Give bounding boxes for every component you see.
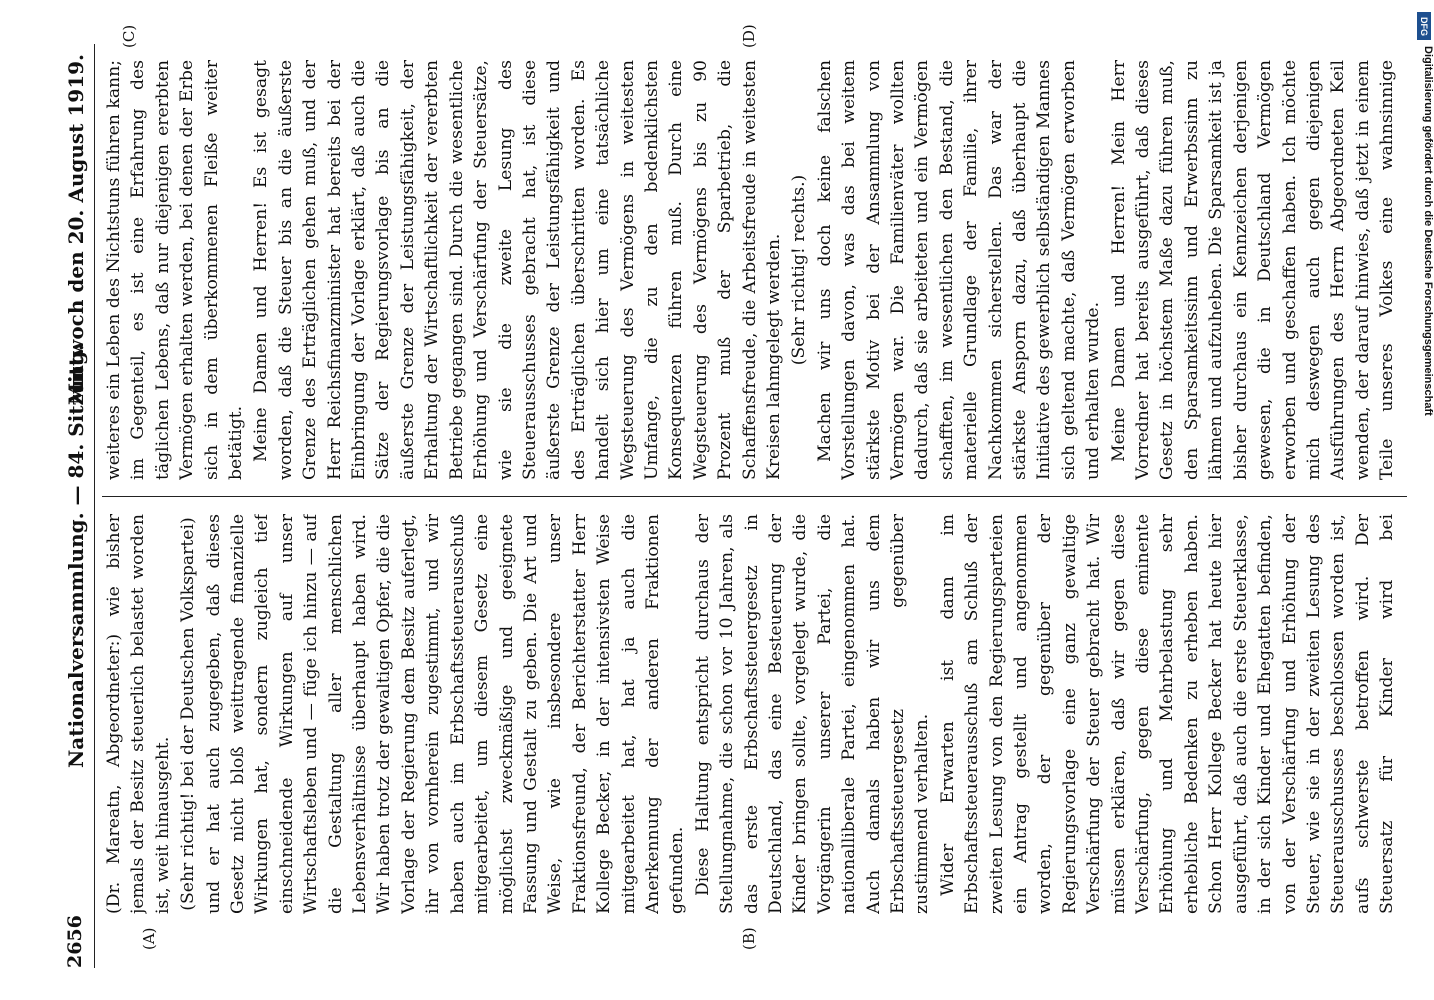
running-title: Nationalversammlung. — 84. Sitzung. (64, 344, 88, 768)
paragraph: (Dr. Mareatn, Abgeordneter:) wie bisher jemals der Besitz steuerlich belastet worden ist, weit hinausgeht. (104, 514, 173, 914)
paragraph: und er hat auch zugegeben, daß dieses Gesetz nicht bloß weittragende finanzielle Wirkungen hat, sondern zugleich tief einschneidende Wirkungen auf unser Wirtschaftsleben und — füge ich hinzu — auf die Gestaltung aller menschlichen Lebensverhältnisse überhaupt haben wird. Wir haben trotz der gewaltigen Opfer, die die Vorlage der Regierung dem Besitz auferlegt, ihr von vornherein zugestimmt, und wir haben auch im Erbschaftssteuerausschuß mitgearbeitet, um diesem Gesetz eine möglichst zweckmäßige und geeignete Fassung und Gestalt zu geben. Die Art und Weise, wie insbesondere unser Fraktionsfreund, der Berichterstatter Herr Kollege Becker, in der intensivsten Weise mitgearbeitet hat, hat ja auch die Anerkennung der anderen Fraktionen gefunden. (203, 514, 688, 914)
interjection: (Sehr richtig! bei der Deutschen Volkspartei) (178, 517, 199, 911)
paragraph: Diese Haltung entspricht durchaus der Stellungnahme, die schon vor 10 Jahren, als das erste Erbschaftssteuergesetz in Deutschland, das eine Besteuerung der Kinder bringen sollte, vorgelegt wurde, die Vorgängerin unserer Partei, die nationalliberale Partei, eingenommen hat. Auch damals haben wir uns dem Erbschaftssteuergesetz gegenüber zustimmend verhalten. (692, 514, 933, 914)
paragraph: Wider Erwarten ist dann im Erbschaftssteuerausschuß am Schluß der zweiten Lesung von den Regierungsparteien ein Antrag gestellt und angenommen worden, der gegenüber der Regierungsvorlage eine ganz gewaltige Verschärfung der Steuer gebracht hat. Wir müssen erklären, daß wir gegen diese Verschärfung, gegen diese eminente Erhöhung und Mehrbelastung sehr erhebliche Bedenken zu erheben haben. Schon Herr Kollege Becker hat heute hier ausgeführt, daß auch die erste Steuerklasse, in der sich Kinder und Ehegatten befinden, von der Verschärfung und Erhöhung der Steuer, wie sie in der zweiten Lesung des Steuerausschusses beschlossen worden ist, aufs schwerste betroffen wird. Der Steuersatz für Kinder wird bei (937, 514, 1398, 914)
margin-label-b: (B) (740, 927, 758, 950)
left-text-column (102, 514, 1402, 914)
margin-label-d: (D) (740, 24, 758, 48)
margin-label-c: (C) (120, 24, 138, 48)
interjection: (Sehr richtig! rechts.) (789, 174, 810, 366)
page-header (60, 44, 95, 968)
digitization-credit (1414, 6, 1434, 996)
paragraph: weiteres ein Leben des Nichtstuns führen kann; im Gegenteil, es ist eine Erfahrung des täglichen Lebens, daß nur diejenigen ererbten Vermögen erhalten werden, bei denen der Erbe sich in dem überkommenen Fleiße weiter betätigt. (104, 60, 247, 480)
credit-text: Digitalisierung gefördert durch die Deutsche Forschungsgemeinschaft (1422, 46, 1434, 416)
dfg-logo-icon: DFG (1417, 12, 1431, 40)
margin-label-a: (A) (140, 927, 158, 950)
paragraph: Machen wir uns doch keine falschen Vorstellungen davon, was das bei weitem stärkste Motiv bei der Ansammlung von Vermögen war. Die Familienväter wollten dadurch, daß sie arbeiteten und ein Vermögen schafften, im wesentlichen den Bestand, die materielle Grundlage der Familie, ihrer Nachkommen sicherstellen. Das war der stärkste Ansporn dazu, daß überhaupt die Initiative des gewerblich selbständigen Mannes sich geltend machte, daß Vermögen erworben und erhalten wurde. (814, 60, 1104, 480)
paragraph: Meine Damen und Herren! Mein Herr Vorredner hat bereits ausgeführt, daß dieses Gesetz in höchstem Maße dazu führen muß, den Sparsamkeitssinn und Erwerbssinn zu lähmen und aufzuheben. Die Sparsamkeit ist ja bisher durchaus ein Kennzeichen derjenigen gewesen, die in Deutschland Vermögen erworben und geschaffen haben. Ich möchte mich deswegen auch gegen diejenigen Ausführungen des Herrn Abgeordneten Keil wenden, der darauf hinwies, daß jetzt in einem Teile unseres Volkes eine wahnsinnige (1108, 60, 1398, 480)
page-number: 2656 (64, 915, 86, 968)
right-text-column (102, 60, 1402, 480)
paragraph: Meine Damen und Herren! Es ist gesagt worden, daß die Steuer bis an die äußerste Grenze des Erträglichen gehen muß, und der Herr Reichsfinanzminister hat bereits bei der Einbringung der Vorlage erklärt, daß auch die Sätze der Regierungsvorlage bis an die äußerste Grenze der Leistungsfähigkeit, der Erhaltung der Wirtschaftlichkeit der vererbten Betriebe gegangen sind. Durch die wesentliche Erhöhung und Verschärfung der Steuersätze, wie sie die zweite Lesung des Steuerausschusses gebracht hat, ist diese äußerste Grenze der Leistungsfähigkeit und des Erträglichen überschritten worden. Es handelt sich hier um eine tatsächliche Wegsteuerung des Vermögens in weitesten Umfange, die zu den bedenklichsten Konsequenzen führen muß. Durch eine Wegsteuerung des Vermögens bis zu 90 Prozent muß der Sparbetrieb, die Schaffensfreude, die Arbeitsfreude in weitesten Kreisen lahmgelegt werden. (251, 60, 784, 480)
column-divider (102, 496, 1407, 497)
session-date: Mittwoch den 20. August 1919. (64, 54, 88, 406)
